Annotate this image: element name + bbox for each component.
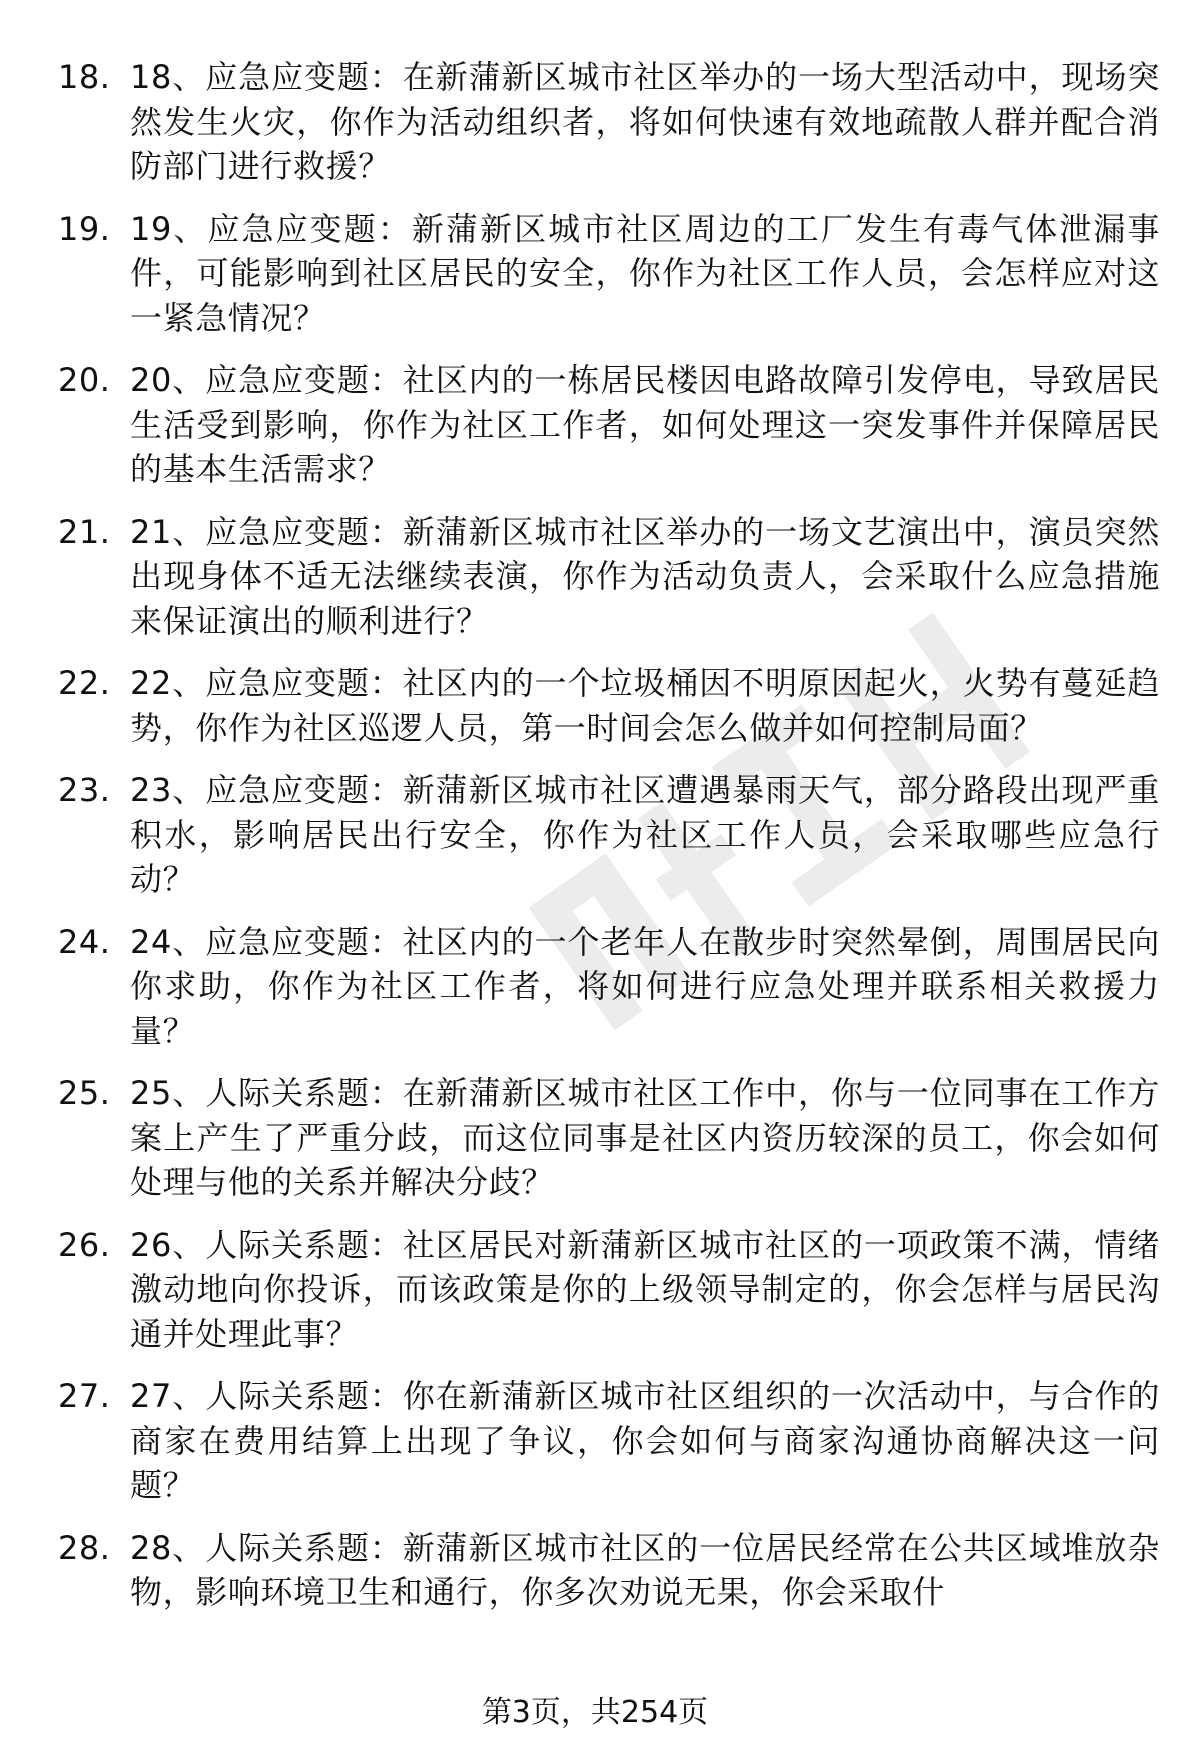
question-text: 24、应急应变题：社区内的一个老年人在散步时突然晕倒，周围居民向你求助，你作为社区工作者，将如何进行应急处理并联系相关救援力量？ (130, 922, 1160, 1050)
question-number: 25. (58, 1074, 111, 1112)
list-item (0, 1223, 1190, 1357)
question-text: 21、应急应变题：新蒲新区城市社区举办的一场文艺演出中，演员突然出现身体不适无法继续表演，你作为活动负责人，会采取什么应急措施来保证演出的顺利进行？ (130, 512, 1160, 640)
list-item (0, 661, 1190, 750)
question-text: 27、人际关系题：你在新蒲新区城市社区组织的一次活动中，与合作的商家在费用结算上出现了争议，你会如何与商家沟通协商解决这一问题？ (130, 1377, 1160, 1504)
list-item (0, 510, 1190, 644)
list-item (0, 55, 1190, 189)
question-text: 18、应急应变题：在新蒲新区城市社区举办的一场大型活动中，现场突然发生火灾，你作为活动组织者，将如何快速有效地疏散人群并配合消防部门进行救援？ (130, 58, 1160, 185)
question-number: 23. (58, 771, 111, 809)
question-text: 23、应急应变题：新蒲新区城市社区遭遇暴雨天气，部分路段出现严重积水，影响居民出行安全，你作为社区工作人员，会采取哪些应急行动？ (130, 771, 1160, 898)
question-number: 27. (58, 1377, 111, 1415)
question-text: 28、人际关系题：新蒲新区城市社区的一位居民经常在公共区域堆放杂物，影响环境卫生和通行，你多次劝说无果，你会采取什 (130, 1528, 1160, 1611)
list-item (0, 1071, 1190, 1205)
question-number: 24. (58, 922, 111, 961)
question-text: 26、人际关系题：社区居民对新蒲新区城市社区的一项政策不满，情绪激动地向你投诉，而该政策是你的上级领导制定的，你会怎样与居民沟通并处理此事？ (130, 1225, 1160, 1353)
list-item (0, 1526, 1190, 1615)
list-item (0, 358, 1190, 492)
question-number: 26. (58, 1225, 111, 1264)
question-number: 21. (58, 512, 111, 551)
question-number: 28. (58, 1528, 111, 1567)
list-item (0, 920, 1190, 1054)
question-number: 19. (58, 209, 111, 248)
list-item (0, 1374, 1190, 1508)
question-number: 22. (58, 664, 111, 702)
question-list (0, 55, 1190, 1633)
question-text: 25、人际关系题：在新蒲新区城市社区工作中，你与一位同事在工作方案上产生了严重分歧，而这位同事是社区内资历较深的员工，你会如何处理与他的关系并解决分歧？ (130, 1074, 1160, 1201)
list-item (0, 207, 1190, 341)
question-text: 20、应急应变题：社区内的一栋居民楼因电路故障引发停电，导致居民生活受到影响，你作为社区工作者，如何处理这一突发事件并保障居民的基本生活需求？ (130, 361, 1160, 488)
question-text: 19、应急应变题：新蒲新区城市社区周边的工厂发生有毒气体泄漏事件，可能影响到社区居民的安全，你作为社区工作人员，会怎样应对这一紧急情况？ (130, 209, 1160, 337)
page-number-footer: 第3页，共254页 (481, 1695, 709, 1730)
question-number: 20. (58, 361, 111, 399)
list-item (0, 768, 1190, 902)
question-text: 22、应急应变题：社区内的一个垃圾桶因不明原因起火，火势有蔓延趋势，你作为社区巡逻人员，第一时间会怎么做并如何控制局面？ (130, 664, 1160, 747)
question-number: 18. (58, 58, 111, 96)
